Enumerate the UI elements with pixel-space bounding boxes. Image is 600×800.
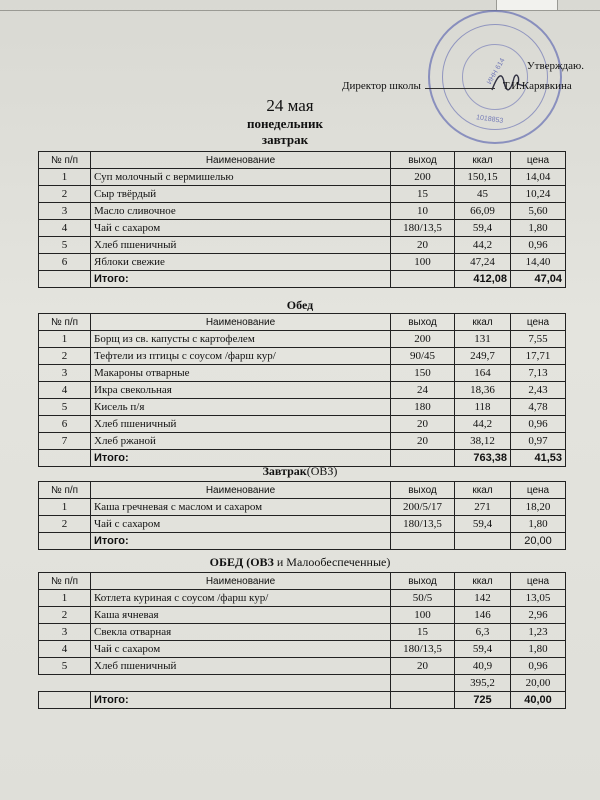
row-number: 2 (39, 607, 91, 624)
output-value: 15 (391, 624, 455, 641)
output-value: 20 (391, 237, 455, 254)
price-value: 0,96 (511, 416, 566, 433)
row-number: 4 (39, 220, 91, 237)
table-row (39, 237, 566, 254)
breakfast-ovz-title: Завтрак(ОВЗ) (262, 464, 338, 478)
dish-name: Хлеб пшеничный (91, 658, 391, 675)
price-value: 2,43 (511, 382, 566, 399)
col-kcal: ккал (455, 573, 511, 590)
dish-name: Кисель п/я (91, 399, 391, 416)
top-edge (0, 0, 600, 11)
lunch-table (38, 313, 566, 467)
total-label: Итого: (91, 450, 391, 467)
row-number: 6 (39, 254, 91, 271)
output-value: 20 (391, 433, 455, 450)
subtotal-row (39, 675, 566, 692)
kcal-value: 44,2 (455, 237, 511, 254)
dish-name: Котлета куриная с соусом /фарш кур/ (91, 590, 391, 607)
kcal-value: 40,9 (455, 658, 511, 675)
price-value: 18,20 (511, 499, 566, 516)
subtotal-price: 20,00 (511, 675, 566, 692)
table-row (39, 331, 566, 348)
kcal-value: 118 (455, 399, 511, 416)
col-output: выход (391, 152, 455, 169)
col-price: цена (511, 482, 566, 499)
dish-name: Каша ячневая (91, 607, 391, 624)
table-row (39, 624, 566, 641)
dish-name: Макароны отварные (91, 365, 391, 382)
col-price: цена (511, 573, 566, 590)
dish-name: Хлеб пшеничный (91, 237, 391, 254)
table-header (39, 314, 566, 331)
row-number: 3 (39, 365, 91, 382)
dish-name: Масло сливочное (91, 203, 391, 220)
kcal-value: 131 (455, 331, 511, 348)
row-number: 4 (39, 382, 91, 399)
row-number: 7 (39, 433, 91, 450)
row-number: 1 (39, 590, 91, 607)
breakfast-table (38, 151, 566, 288)
dish-name: Суп молочный с вермишелью (91, 169, 391, 186)
row-number: 1 (39, 169, 91, 186)
col-output: выход (391, 482, 455, 499)
row-number: 5 (39, 237, 91, 254)
dish-name: Икра свекольная (91, 382, 391, 399)
price-value: 0,96 (511, 658, 566, 675)
page-title (0, 96, 600, 148)
kcal-value: 45 (455, 186, 511, 203)
price-value: 1,80 (511, 641, 566, 658)
menu-date: 24 мая (266, 96, 314, 115)
total-label: Итого: (91, 271, 391, 288)
dish-name: Тефтели из птицы с соусом /фарш кур/ (91, 348, 391, 365)
stamp-code: 1018853 (475, 114, 504, 125)
kcal-value: 142 (455, 590, 511, 607)
output-value: 100 (391, 254, 455, 271)
total-label: Итого: (91, 692, 391, 709)
total-kcal: 763,38 (455, 450, 511, 467)
table-row (39, 658, 566, 675)
lunch-title: Обед (286, 298, 314, 312)
lunch-ovz-table (38, 572, 566, 709)
total-price: 41,53 (511, 450, 566, 467)
table-row (39, 416, 566, 433)
price-value: 14,40 (511, 254, 566, 271)
total-row (39, 692, 566, 709)
output-value: 15 (391, 186, 455, 203)
col-kcal: ккал (455, 314, 511, 331)
table-row (39, 433, 566, 450)
price-value: 14,04 (511, 169, 566, 186)
col-name: Наименование (91, 152, 391, 169)
total-kcal: 725 (455, 692, 511, 709)
price-value: 1,80 (511, 220, 566, 237)
dish-name: Чай с сахаром (91, 220, 391, 237)
col-output: выход (391, 314, 455, 331)
breakfast-title: завтрак (261, 132, 309, 147)
price-value: 17,71 (511, 348, 566, 365)
price-value: 7,13 (511, 365, 566, 382)
output-value: 180/13,5 (391, 641, 455, 658)
total-row (39, 533, 566, 550)
table-row (39, 382, 566, 399)
table-row (39, 186, 566, 203)
dish-name: Свекла отварная (91, 624, 391, 641)
row-number: 3 (39, 624, 91, 641)
total-price: 40,00 (511, 692, 566, 709)
price-value: 5,60 (511, 203, 566, 220)
table-row (39, 641, 566, 658)
kcal-value: 249,7 (455, 348, 511, 365)
row-number: 1 (39, 499, 91, 516)
price-value: 4,78 (511, 399, 566, 416)
kcal-value: 18,36 (455, 382, 511, 399)
row-number: 3 (39, 203, 91, 220)
dish-name: Чай с сахаром (91, 516, 391, 533)
output-value: 100 (391, 607, 455, 624)
table-row (39, 607, 566, 624)
output-value: 90/45 (391, 348, 455, 365)
stamp-text: ИНН 614 (486, 57, 507, 86)
col-kcal: ккал (455, 482, 511, 499)
dish-name: Сыр твёрдый (91, 186, 391, 203)
kcal-value: 150,15 (455, 169, 511, 186)
kcal-value: 271 (455, 499, 511, 516)
dish-name: Каша гречневая с маслом и сахаром (91, 499, 391, 516)
dish-name: Яблоки свежие (91, 254, 391, 271)
table-header (39, 482, 566, 499)
approval-label: Утверждаю. (526, 60, 584, 72)
price-value: 10,24 (511, 186, 566, 203)
output-value: 200 (391, 331, 455, 348)
output-value: 200 (391, 169, 455, 186)
table-header (39, 573, 566, 590)
row-number: 2 (39, 348, 91, 365)
table-row (39, 516, 566, 533)
col-number: № п/п (39, 152, 91, 169)
price-value: 1,80 (511, 516, 566, 533)
col-number: № п/п (39, 482, 91, 499)
output-value: 20 (391, 658, 455, 675)
col-kcal: ккал (455, 152, 511, 169)
total-price: 47,04 (511, 271, 566, 288)
output-value: 180/13,5 (391, 516, 455, 533)
table-row (39, 220, 566, 237)
total-price: 20,00 (511, 533, 566, 550)
dish-name: Хлеб ржаной (91, 433, 391, 450)
total-label: Итого: (91, 533, 391, 550)
kcal-value: 59,4 (455, 220, 511, 237)
row-number: 5 (39, 658, 91, 675)
output-value: 180/13,5 (391, 220, 455, 237)
table-row (39, 203, 566, 220)
table-row (39, 169, 566, 186)
total-kcal: 412,08 (455, 271, 511, 288)
kcal-value: 6,3 (455, 624, 511, 641)
col-name: Наименование (91, 314, 391, 331)
price-value: 0,96 (511, 237, 566, 254)
kcal-value: 47,24 (455, 254, 511, 271)
menu-day: понедельник (246, 116, 324, 131)
row-number: 4 (39, 641, 91, 658)
kcal-value: 59,4 (455, 641, 511, 658)
subtotal-kcal: 395,2 (455, 675, 511, 692)
col-price: цена (511, 314, 566, 331)
col-name: Наименование (91, 573, 391, 590)
col-output: выход (391, 573, 455, 590)
table-row (39, 590, 566, 607)
director-line (342, 80, 572, 92)
row-number: 6 (39, 416, 91, 433)
table-row (39, 399, 566, 416)
director-label: Директор школы (342, 80, 421, 92)
row-number: 2 (39, 516, 91, 533)
price-value: 1,23 (511, 624, 566, 641)
output-value: 24 (391, 382, 455, 399)
dish-name: Чай с сахаром (91, 641, 391, 658)
table-row (39, 365, 566, 382)
row-number: 1 (39, 331, 91, 348)
output-value: 10 (391, 203, 455, 220)
price-value: 0,97 (511, 433, 566, 450)
breakfast-ovz-table (38, 481, 566, 550)
col-number: № п/п (39, 573, 91, 590)
col-price: цена (511, 152, 566, 169)
table-header (39, 152, 566, 169)
kcal-value: 59,4 (455, 516, 511, 533)
price-value: 7,55 (511, 331, 566, 348)
output-value: 180 (391, 399, 455, 416)
lunch-ovz-title: ОБЕД (ОВЗ и Малообеспеченные) (209, 555, 391, 569)
output-value: 150 (391, 365, 455, 382)
kcal-value: 164 (455, 365, 511, 382)
dish-name: Борщ из св. капусты с картофелем (91, 331, 391, 348)
table-row (39, 499, 566, 516)
kcal-value: 38,12 (455, 433, 511, 450)
kcal-value: 66,09 (455, 203, 511, 220)
output-value: 50/5 (391, 590, 455, 607)
output-value: 20 (391, 416, 455, 433)
director-name: Т.И.Карявкина (502, 80, 572, 92)
table-row (39, 254, 566, 271)
kcal-value: 44,2 (455, 416, 511, 433)
price-value: 2,96 (511, 607, 566, 624)
table-row (39, 348, 566, 365)
dish-name: Хлеб пшеничный (91, 416, 391, 433)
col-name: Наименование (91, 482, 391, 499)
price-value: 13,05 (511, 590, 566, 607)
output-value: 200/5/17 (391, 499, 455, 516)
col-number: № п/п (39, 314, 91, 331)
total-row (39, 271, 566, 288)
row-number: 5 (39, 399, 91, 416)
row-number: 2 (39, 186, 91, 203)
kcal-value: 146 (455, 607, 511, 624)
